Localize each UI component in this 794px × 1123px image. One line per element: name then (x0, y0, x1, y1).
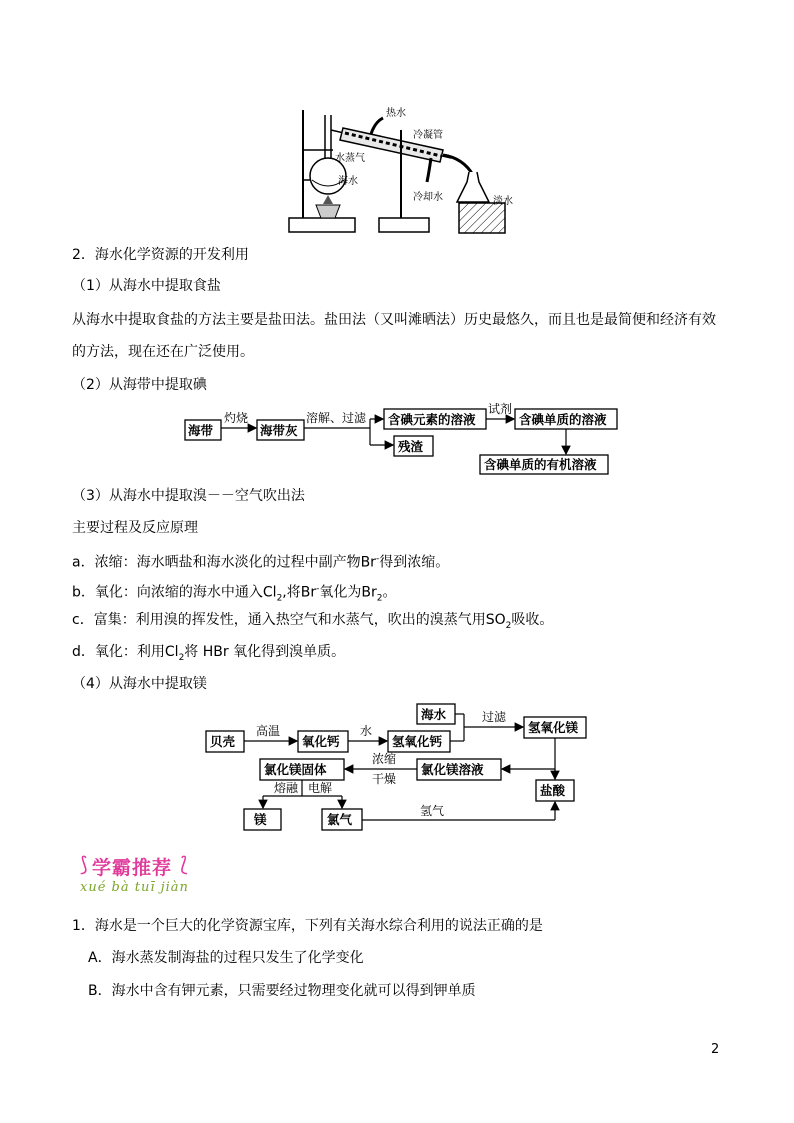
label-hydrogen: 氢气 (420, 804, 445, 818)
magnesium-flow-chart (200, 700, 600, 838)
sub1-text-line1: 从海水中提取食盐的方法主要是盐田法。盐田法（又叫滩晒法）历史最悠久，而且也是最简便和经济有效 (72, 312, 716, 328)
box-residue: 残渣 (398, 439, 424, 454)
label-dry: 干燥 (372, 772, 397, 786)
page-number: 2 (711, 1042, 720, 1057)
box-hydrochloric-acid: 盐酸 (540, 783, 566, 798)
iodine-flow-chart (180, 395, 620, 475)
label-burn: 灼烧 (224, 411, 249, 425)
box-calcium-hydroxide: 氢氧化钙 (392, 734, 443, 749)
bromine-step-c: c．富集：利用溴的挥发性，通入热空气和水蒸气，吹出的溴蒸气用$SO_2$吸收。 (72, 612, 554, 631)
question1-option-a: A．海水蒸发制海盐的过程只发生了化学变化 (88, 950, 364, 966)
label-molten: 熔融 (274, 781, 299, 795)
box-iodine-element-solution: 含碘元素的溶液 (388, 412, 476, 427)
box-seawater: 海水 (421, 707, 447, 722)
promo-title: 学霸推荐 (92, 857, 173, 879)
box-magnesium: 镁 (254, 812, 267, 827)
box-iodine-solution: 含碘单质的溶液 (519, 412, 607, 427)
label-condenser: 冷凝管 (413, 130, 443, 141)
label-high-temp: 高温 (256, 724, 281, 738)
sub4-title: （4）从海水中提取镁 (72, 676, 207, 692)
box-magnesium-hydroxide: 氢氧化镁 (528, 720, 579, 735)
box-magnesium-chloride-solution: 氯化镁溶液 (421, 762, 484, 777)
sub1-title: （1）从海水中提取食盐 (72, 278, 221, 294)
box-kelp: 海带 (188, 423, 214, 438)
box-magnesium-chloride-solid: 氯化镁固体 (264, 762, 327, 777)
box-calcium-oxide: 氧化钙 (302, 734, 340, 749)
label-cooling-water: 冷却水 (413, 192, 443, 203)
sub2-title: （2）从海带中提取碘 (72, 377, 207, 393)
bromine-step-a: a．浓缩：海水晒盐和海水淡化的过程中副产物Br-得到浓缩。 (72, 554, 450, 571)
label-dissolve-filter: 溶解、过滤 (306, 411, 367, 425)
bromine-step-b: b．氧化：向浓缩的海水中通入$Cl_2$,将Br-氧化为$Br_2$。 (72, 584, 397, 604)
sub3-intro: 主要过程及反应原理 (72, 520, 198, 536)
promo-left-ornament-icon: ⟆ (80, 852, 88, 876)
label-seawater: 海水 (338, 176, 358, 187)
box-iodine-organic: 含碘单质的有机溶液 (484, 457, 597, 472)
sub3-title: （3）从海水中提取溴－－空气吹出法 (72, 488, 305, 504)
box-chlorine: 氯气 (327, 812, 353, 827)
promo-pinyin: xué bà tuī jiàn (80, 880, 189, 895)
distillation-apparatus-figure (283, 100, 533, 240)
question1-stem: 1．海水是一个巨大的化学资源宝库，下列有关海水综合利用的说法正确的是 (72, 918, 543, 934)
label-water: 水 (360, 724, 373, 738)
promo-right-ornament-icon: ⟅ (180, 852, 188, 876)
question1-option-b: B．海水中含有钾元素，只需要经过物理变化就可以得到钾单质 (88, 983, 476, 999)
box-shell: 贝壳 (210, 734, 236, 749)
label-fresh-water: 淡水 (493, 196, 513, 207)
label-electrolysis: 电解 (308, 781, 333, 795)
label-reagent: 试剂 (488, 402, 513, 416)
label-filter: 过滤 (482, 710, 507, 724)
label-concentrate: 浓缩 (372, 752, 397, 766)
label-hot-water: 热水 (386, 108, 406, 119)
sub1-text-line2: 的方法，现在还在广泛使用。 (72, 344, 254, 360)
box-kelp-ash: 海带灰 (260, 423, 298, 438)
bromine-step-d: d．氧化：利用$Cl_2$将 HBr 氧化得到溴单质。 (72, 644, 346, 663)
label-steam: 水蒸气 (335, 153, 365, 164)
section-heading: 2．海水化学资源的开发利用 (72, 247, 249, 263)
